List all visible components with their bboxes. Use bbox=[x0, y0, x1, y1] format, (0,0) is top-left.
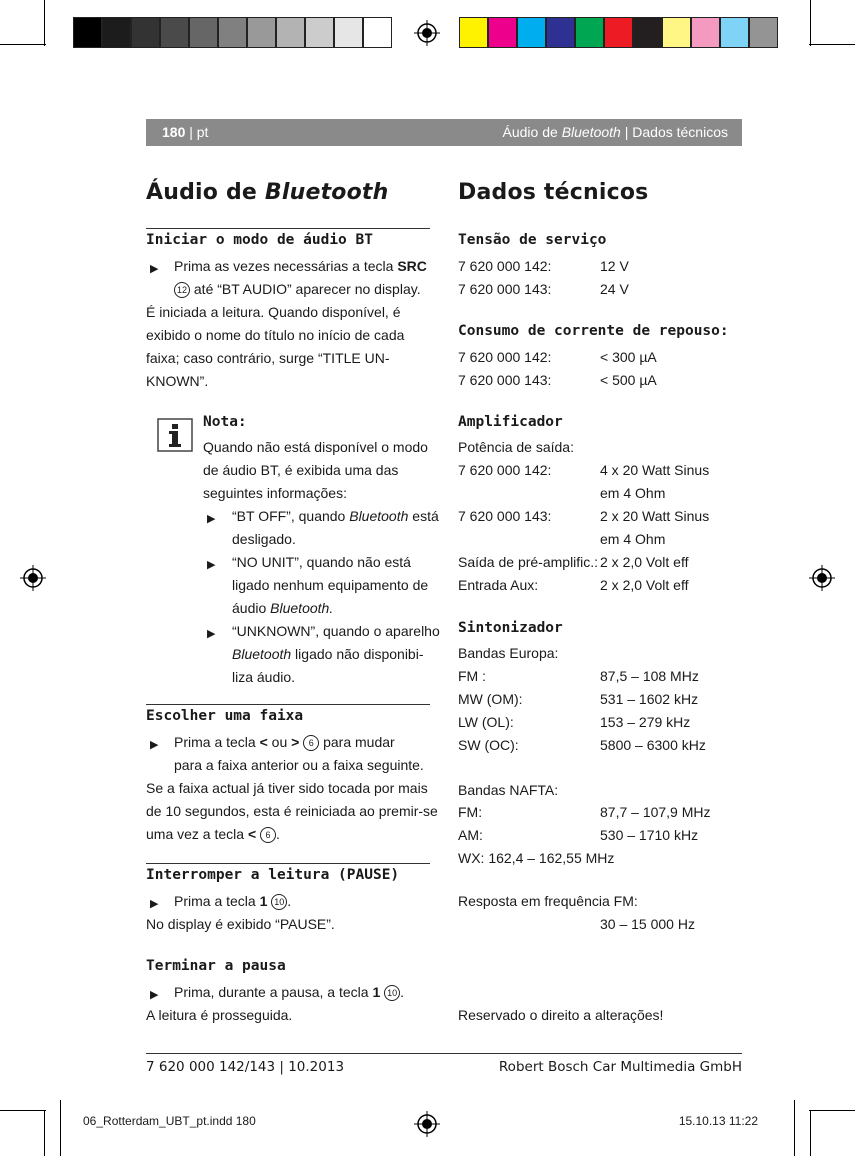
crop-mark bbox=[60, 1100, 61, 1156]
spec-key: Saída de pré-amplific.: bbox=[458, 554, 599, 570]
crop-mark bbox=[809, 1110, 855, 1111]
body-text: É iniciada a leitura. Quando disponível, é bbox=[146, 304, 401, 320]
spec-value: 30 – 15 000 Hz bbox=[600, 916, 695, 932]
spec-key: SW (OC): bbox=[458, 737, 519, 753]
page-number-label: 180 | pt bbox=[162, 124, 209, 140]
spec-value: WX: 162,4 – 162,55 MHz bbox=[458, 850, 615, 866]
slug-timestamp: 15.10.13 11:22 bbox=[678, 1114, 758, 1128]
spec-key: 7 620 000 142: bbox=[458, 349, 552, 365]
spec-key: LW (OL): bbox=[458, 714, 514, 730]
body-text: de 10 segundos, esta é reiniciada ao premir-se bbox=[146, 803, 438, 819]
color-swatch bbox=[488, 17, 517, 48]
note-bullet-text: “UNKNOWN”, quando o aparelho bbox=[232, 623, 440, 639]
bullet-arrow-icon: ▶ bbox=[207, 559, 216, 571]
color-swatch bbox=[720, 17, 749, 48]
crop-mark bbox=[44, 1110, 45, 1156]
spec-subheading: Potência de saída: bbox=[458, 439, 574, 455]
section-heading: Escolher uma faixa bbox=[146, 708, 304, 724]
color-swatch bbox=[662, 17, 691, 48]
key-number-badge: 6 bbox=[303, 735, 319, 751]
color-swatch bbox=[691, 17, 720, 48]
section-heading: Terminar a pausa bbox=[146, 958, 286, 974]
spec-value: 153 – 279 kHz bbox=[600, 714, 691, 730]
instruction-text: Prima as vezes necessárias a tecla SRC bbox=[174, 258, 427, 274]
color-swatch bbox=[189, 17, 218, 48]
instruction-text: para a faixa anterior ou a faixa seguinte. bbox=[174, 757, 424, 773]
spec-key: FM : bbox=[458, 668, 486, 684]
spec-subheading: Bandas NAFTA: bbox=[458, 782, 559, 798]
color-swatch bbox=[218, 17, 247, 48]
color-swatch bbox=[276, 17, 305, 48]
note-bullet-text: áudio Bluetooth. bbox=[232, 600, 334, 616]
bullet-arrow-icon: ▶ bbox=[150, 898, 159, 910]
section-heading: Interromper a leitura (PAUSE) bbox=[146, 867, 400, 883]
color-swatch bbox=[131, 17, 160, 48]
spec-value: < 300 µA bbox=[600, 349, 657, 365]
registration-mark-icon bbox=[809, 565, 835, 591]
section-divider bbox=[146, 228, 430, 229]
crop-mark bbox=[809, 44, 855, 45]
spec-value: 24 V bbox=[600, 281, 629, 297]
color-swatch bbox=[517, 17, 546, 48]
spec-value: 530 – 1710 kHz bbox=[600, 827, 699, 843]
crop-mark bbox=[44, 0, 45, 46]
color-swatch bbox=[546, 17, 575, 48]
spec-value: 5800 – 6300 kHz bbox=[600, 737, 706, 753]
spec-heading: Amplificador bbox=[458, 414, 563, 430]
body-text: Se a faixa actual já tiver sido tocada por mais bbox=[146, 780, 428, 796]
section-heading: Iniciar o modo de áudio BT bbox=[146, 232, 373, 248]
key-number-badge: 12 bbox=[174, 282, 190, 298]
color-swatch bbox=[247, 17, 276, 48]
note-text: seguintes informações: bbox=[203, 485, 347, 501]
color-swatch bbox=[749, 17, 778, 48]
note-bullet-text: Bluetooth ligado não disponibi- bbox=[232, 646, 424, 662]
spec-heading: Consumo de corrente de repouso: bbox=[458, 323, 729, 339]
body-text: uma vez a tecla < 6 . bbox=[146, 826, 280, 842]
spec-key: 7 620 000 142: bbox=[458, 258, 552, 274]
crop-mark bbox=[810, 0, 811, 46]
section-divider bbox=[146, 704, 430, 705]
instruction-text: 12 até “BT AUDIO” aparecer no display. bbox=[174, 278, 421, 301]
color-swatch bbox=[633, 17, 662, 48]
note-title: Nota: bbox=[203, 414, 247, 430]
color-swatch bbox=[160, 17, 189, 48]
color-swatch bbox=[459, 17, 488, 48]
instruction-text: Prima, durante a pausa, a tecla 1 10 . bbox=[174, 984, 405, 1000]
section-divider bbox=[146, 863, 430, 864]
color-swatch bbox=[363, 17, 392, 48]
left-page-title: Áudio de Bluetooth bbox=[146, 180, 389, 205]
spec-heading: Sintonizador bbox=[458, 620, 563, 636]
bullet-arrow-icon: ▶ bbox=[150, 263, 159, 275]
color-swatch bbox=[102, 17, 131, 48]
color-swatch bbox=[305, 17, 334, 48]
footer-company: Robert Bosch Car Multimedia GmbH bbox=[498, 1059, 742, 1075]
crop-mark bbox=[0, 44, 46, 45]
registration-mark-icon bbox=[20, 565, 46, 591]
right-page-title: Dados técnicos bbox=[458, 180, 649, 205]
spec-key: 7 620 000 143: bbox=[458, 372, 552, 388]
note-text: de áudio BT, é exibida uma das bbox=[203, 462, 399, 478]
color-swatch bbox=[334, 17, 363, 48]
note-text: Quando não está disponível o modo bbox=[203, 439, 428, 455]
instruction-text: Prima a tecla 1 10 . bbox=[174, 893, 292, 909]
spec-value: < 500 µA bbox=[600, 372, 657, 388]
spec-value: 12 V bbox=[600, 258, 629, 274]
bullet-arrow-icon: ▶ bbox=[207, 513, 216, 525]
registration-mark-icon bbox=[414, 1111, 440, 1137]
slug-filename: 06_Rotterdam_UBT_pt.indd 180 bbox=[83, 1114, 256, 1128]
instruction-text: Prima a tecla < ou > 6 para mudar bbox=[174, 734, 395, 750]
spec-value: 531 – 1602 kHz bbox=[600, 691, 699, 707]
reserved-notice: Reservado o direito a alterações! bbox=[458, 1007, 664, 1023]
spec-key: MW (OM): bbox=[458, 691, 523, 707]
footer-doc-number: 7 620 000 142/143 | 10.2013 bbox=[146, 1059, 345, 1075]
footer-divider bbox=[146, 1053, 742, 1054]
color-swatch bbox=[73, 17, 102, 48]
spec-value: em 4 Ohm bbox=[600, 531, 666, 547]
body-text: faixa; caso contrário, surge “TITLE UN- bbox=[146, 350, 390, 366]
key-number-badge: 6 bbox=[260, 827, 276, 843]
spec-subheading: Bandas Europa: bbox=[458, 645, 559, 661]
spec-key: AM: bbox=[458, 827, 483, 843]
body-text: exibido o nome do título no início de cada bbox=[146, 327, 405, 343]
spec-key: Entrada Aux: bbox=[458, 577, 539, 593]
spec-heading: Tensão de serviço bbox=[458, 232, 607, 248]
spec-value: 2 x 2,0 Volt eff bbox=[600, 577, 689, 593]
running-title: Áudio de Bluetooth | Dados técnicos bbox=[502, 124, 728, 140]
spec-value: 87,7 – 107,9 MHz bbox=[600, 804, 711, 820]
page-header-bar bbox=[146, 119, 742, 146]
note-bullet-text: ligado nenhum equipamento de bbox=[232, 577, 429, 593]
info-icon bbox=[157, 418, 193, 452]
spec-key: 7 620 000 142: bbox=[458, 462, 552, 478]
spec-key: 7 620 000 143: bbox=[458, 508, 552, 524]
registration-mark-icon bbox=[414, 20, 440, 46]
note-bullet-text: “BT OFF”, quando Bluetooth está bbox=[232, 508, 439, 524]
note-bullet-text: desligado. bbox=[232, 531, 296, 547]
spec-value: 2 x 2,0 Volt eff bbox=[600, 554, 689, 570]
spec-value: 2 x 20 Watt Sinus bbox=[600, 508, 710, 524]
spec-key: 7 620 000 143: bbox=[458, 281, 552, 297]
body-text: No display é exibido “PAUSE”. bbox=[146, 916, 335, 932]
color-swatch bbox=[575, 17, 604, 48]
crop-mark bbox=[0, 1110, 46, 1111]
spec-value: 87,5 – 108 MHz bbox=[600, 668, 699, 684]
body-text: A leitura é prosseguida. bbox=[146, 1007, 293, 1023]
body-text: KNOWN”. bbox=[146, 373, 209, 389]
note-bullet-text: “NO UNIT”, quando não está bbox=[232, 554, 411, 570]
key-number-badge: 10 bbox=[384, 985, 400, 1001]
spec-key: FM: bbox=[458, 804, 483, 820]
spec-subheading: Resposta em frequência FM: bbox=[458, 893, 638, 909]
bullet-arrow-icon: ▶ bbox=[150, 989, 159, 1001]
spec-value: 4 x 20 Watt Sinus bbox=[600, 462, 710, 478]
spec-value: em 4 Ohm bbox=[600, 485, 666, 501]
note-bullet-text: liza áudio. bbox=[232, 669, 296, 685]
key-number-badge: 10 bbox=[271, 894, 287, 910]
bullet-arrow-icon: ▶ bbox=[207, 628, 216, 640]
crop-mark bbox=[810, 1110, 811, 1156]
bullet-arrow-icon: ▶ bbox=[150, 739, 159, 751]
crop-mark bbox=[794, 1100, 795, 1156]
color-swatch bbox=[604, 17, 633, 48]
